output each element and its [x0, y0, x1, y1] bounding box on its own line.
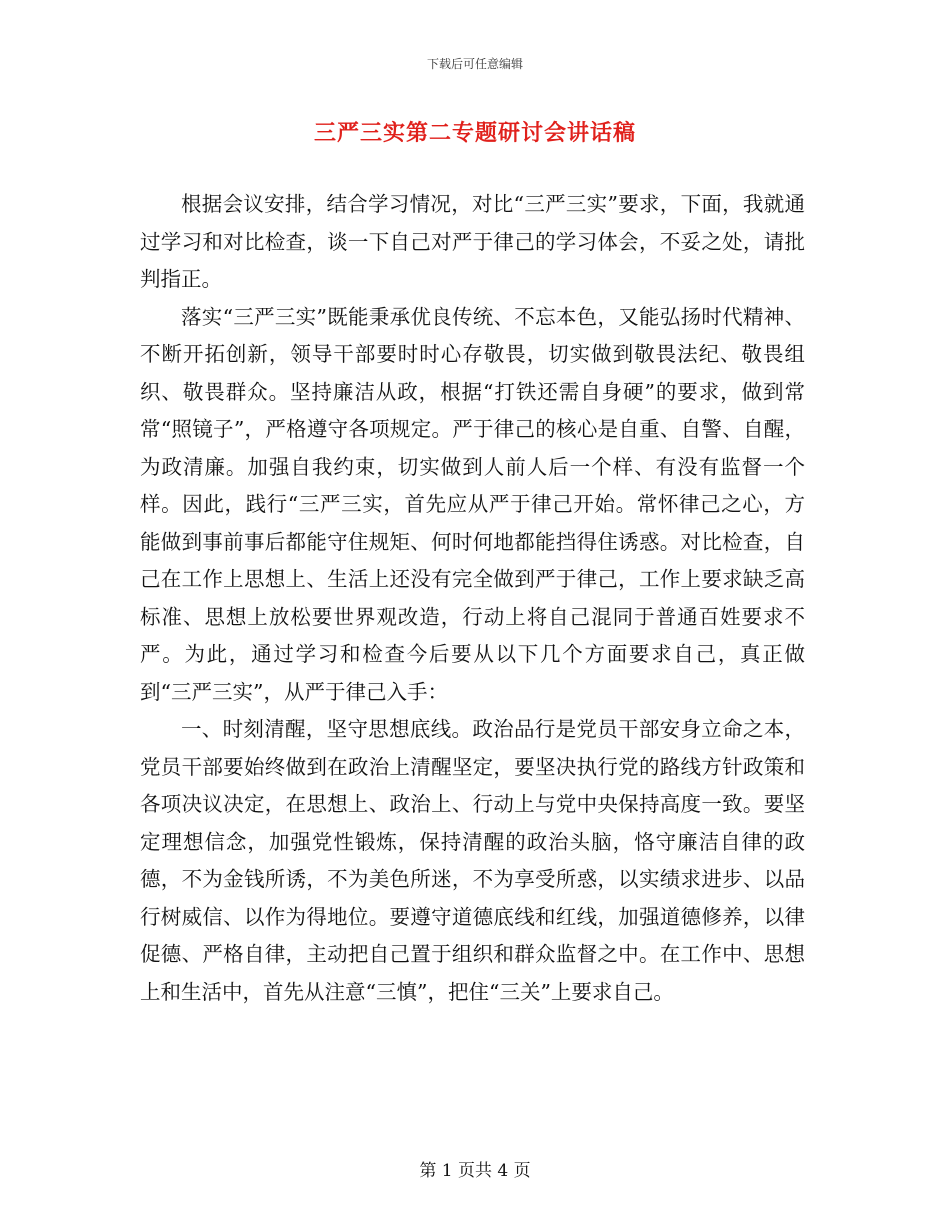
document-title: 三严三实第二专题研讨会讲话稿: [313, 120, 636, 146]
paragraph-point-one: 一、时刻清醒，坚守思想底线。政治品行是党员干部安身立命之本，党员干部要始终做到在政治上清醒坚定，要坚决执行党的路线方针政策和各项决议决定，在思想上、政治上、行动上与党中央保持高度一致。要坚定理想信念，加强党性锻炼，保持清醒的政治头脑，恪守廉洁自律的政德，不为金钱所诱，不为美色所迷，不为享受所惑，以实绩求进步、以品行树威信、以作为得地位。要遵守道德底线和红线，加强道德修养，以律促德、严格自律，主动把自己置于组织和群众监督之中。在工作中、思想上和生活中，首先从注意“三慎”，把住“三关”上要求自己。: [140, 717, 805, 1004]
page-number-footer: 第 1 页共 4 页: [419, 1161, 531, 1181]
header-note: 下载后可任意编辑: [426, 57, 523, 71]
paragraph-intro: 根据会议安排，结合学习情况，对比“三严三实”要求，下面，我就通过学习和对比检查，谈一下自己对严于律己的学习体会，不妥之处，请批判指正。: [140, 192, 805, 291]
paragraph-implementation: 落实“三严三实”既能秉承优良传统、不忘本色，又能弘扬时代精神、不断开拓创新，领导干部要时时心存敬畏，切实做到敬畏法纪、敬畏组织、敬畏群众。坚持廉洁从政，根据“打铁还需自身硬”的要求，做到常常“照镜子”，严格遵守各项规定。严于律己的核心是自重、自警、自醒，为政清廉。加强自我约束，切实做到人前人后一个样、有没有监督一个样。因此，践行“三严三实，首先应从严于律己开始。常怀律己之心，方能做到事前事后都能守住规矩、何时何地都能挡得住诱惑。对比检查，自己在工作上思想上、生活上还没有完全做到严于律己，工作上要求缺乏高标准、思想上放松要世界观改造，行动上将自己混同于普通百姓要求不严。为此，通过学习和检查今后要从以下几个方面要求自己，真正做到“三严三实”，从严于律己入手：: [140, 304, 805, 704]
document-body: [140, 186, 805, 1011]
